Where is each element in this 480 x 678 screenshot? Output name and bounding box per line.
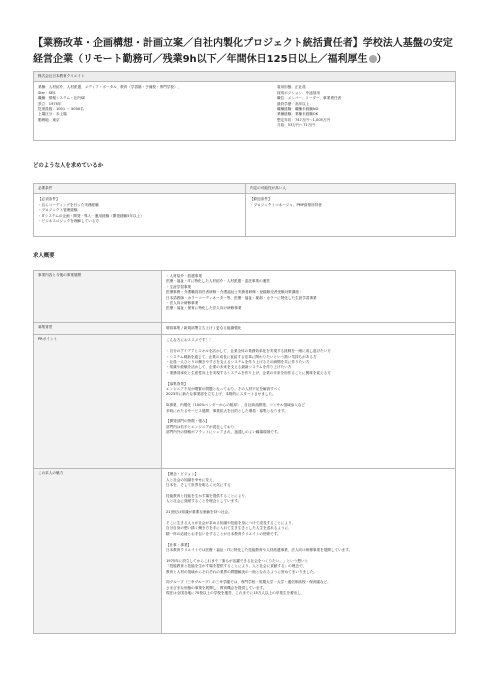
pr-line: 部門内外の情報がフラットにシェアされ、風通しのよい職場環境です。 xyxy=(166,430,281,435)
company-info-right xyxy=(277,85,341,128)
employment-info-line: 最終学歴：高卒以上 xyxy=(277,101,310,106)
company-info-line: 職種：情報システム・社内SE xyxy=(38,96,86,101)
business-line: ・人材紹介・派遣事業 xyxy=(166,274,202,278)
required-line: ・プロジェクト管理経験 xyxy=(38,208,78,213)
job-title-text: 【業務改革・企画構想・計画立案／自社内製化プロジェクト統括責任者】学校法人基盤の安定経営企業（リモート勤務可／残業9h以下／年間休日125日以上／福利厚生 xyxy=(33,38,453,65)
appeal-line: 日本を、そして世界を明るく元気にする xyxy=(166,483,231,488)
appeal-line: 現在は全国各地に70校以上の学校を運営、これまでに15万人以上の卒業生を輩出し、 xyxy=(166,591,305,596)
summary-heading: 求人概要 xyxy=(33,253,55,259)
pr-line: SI事業、内製化（100%ベンダーからの脱却）、自社商品開発、コンサル領域参入など xyxy=(166,403,306,408)
appeal-line: 教育と人材の領域からそれぞれの業界の問題解決の一助となれるように努めてまいりました。 xyxy=(166,569,317,574)
required-line: 【必須条件】 xyxy=(38,197,60,202)
appeal-line: さまざまな形態の事業を展開し、教育機会を提供しています。 xyxy=(166,585,267,590)
welcome-conditions xyxy=(246,194,456,237)
background-line: 増員募集 / 新規部署立ち上げ / 更なる組織強化 xyxy=(166,326,242,330)
pr-line: 【募集背景】 xyxy=(166,381,188,386)
background-label: 募集背景 xyxy=(34,323,162,335)
appeal-line: 【理念・ビジョン】 xyxy=(166,472,199,477)
business-label: 事業内容と今後の事業展開 xyxy=(34,271,162,323)
company-info-line: 設立：1975年 xyxy=(38,101,62,106)
appeal-line: 1975年に設立してからこれまで「誰もが活躍できる社会をつくりたい。」という想いと xyxy=(166,558,309,563)
business-content xyxy=(162,271,456,323)
appeal-label: この求人の魅力 xyxy=(34,469,162,634)
pr-content xyxy=(162,335,456,469)
pr-line: 多岐にわたるサービス展開、事業拡大を目的とした増員・募集となります。 xyxy=(166,408,288,413)
employment-info-line: 月給：53万円～71万円 xyxy=(277,123,315,128)
required-header: 必要条件 xyxy=(34,184,246,194)
required-line: ・ITシステムの企画・開発・導入・運用経験（開発経験5年以上） xyxy=(38,213,144,218)
employment-info-line: 職位：メンバー、リーダー、事業責任者 xyxy=(277,96,342,101)
appeal-line: 人と社会の知識を幸せに変え、 xyxy=(166,477,217,482)
requirements-table xyxy=(33,183,456,237)
gear-icon xyxy=(369,55,377,63)
business-line: 医療・福祉・保育に特化した法人向け研修事業 xyxy=(166,306,242,311)
employment-info-line: 職種経験：職種未経験NG xyxy=(277,107,319,112)
pr-label: PRポイント xyxy=(34,335,162,469)
welcome-line: ・プロジェクトマネージャ、PMP資格所持者 xyxy=(250,202,322,207)
pr-line: ・社員一人ひとりの働きやすさを支えるシステムを作り上げるその瞬間を共に作りたい方 xyxy=(166,360,310,365)
business-line: 医療・福祉・ITに特化した人材紹介・人材派遣・委託事業の運営 xyxy=(166,279,270,284)
business-line: 医療事務・介護職員初任者研修・介護福祉士実務者研修・登録販売者受験対策講座・ xyxy=(166,290,303,295)
required-line: ・ビジネスロジックを理解している方 xyxy=(38,219,99,224)
appeal-line: 「技能教育と技能を生かす場を提供することにより、人と社会に貢献する」の理念で、 xyxy=(166,564,307,569)
company-name: 株式会社日本教育クリエイト xyxy=(34,72,456,82)
company-info-line: SIer・SES xyxy=(38,90,56,95)
appeal-line: 21世紀は知識が重要な価値を持つ社会。 xyxy=(166,510,232,515)
appeal-line: 同グループ（三幸グループ）の三幸学園では、専門学校・短期大学・大学・通信制高校・保育園など、 xyxy=(166,580,331,585)
company-info-left xyxy=(38,85,451,123)
employment-info-line: 業種経験：業種未経験OK xyxy=(277,112,319,117)
pr-line: ・知識や経験を活かして、企業の未来を支える最新システムを作り上げたい方 xyxy=(166,365,292,370)
appeal-line: 精一杯の応援とお手伝いをすることが日本教育クリエイトの使命です。 xyxy=(166,531,281,536)
pr-line: エンジニア不足が喫緊の問題となっており、その人材不足を解消すべく xyxy=(166,387,281,392)
welcome-line: 【歓迎条件】 xyxy=(250,197,272,202)
wanted-heading: どのような人を求めているか xyxy=(33,163,104,169)
pr-line: 部門内は若手とエンジニアが混在しており、 xyxy=(166,424,238,429)
business-line: 日本語教師・カラーコーディネーター等、医療・福祉・薬剤・カラーに特化した生涯学習事業 xyxy=(166,295,317,300)
employment-info-line: 雇用形態：正社員 xyxy=(277,85,306,90)
business-line: ・生涯学習事業 xyxy=(166,284,192,289)
pr-line: こんな方におススメです！！ xyxy=(166,338,213,343)
pr-line: ・システム刷新を通じて、企業の成長に直結する変革に関わりたいという熱い気持ちがある方 xyxy=(166,354,317,359)
welcome-header: 内定の可能性が高い人 xyxy=(246,184,456,194)
pr-line: 2023年に新たな事業部を立ち上げ、本格的にスタートさせました。 xyxy=(166,392,276,397)
company-info-line: 勤務地：東京 xyxy=(38,117,60,122)
pr-line: ・自分のアイデアとスキルを活かして、企業全体の業務効率化を実現する挑戦を一緒に成し遂げたい方 xyxy=(166,349,331,354)
appeal-content xyxy=(162,469,456,634)
job-title: 【業務改革・企画構想・計画立案／自社内製化プロジェクト統括責任者】学校法人基盤の安定経営企業（リモート勤務可／残業9h以下／年間休日125日以上／福利厚生 ） xyxy=(33,38,453,65)
appeal-line: そこに生きる人々が社会が求める知識や技能を身につけて成長することにより、 xyxy=(166,521,296,526)
appeal-line: 自分自身の想い描く働き方を手に入れて生き生きとした人生を送れるように、 xyxy=(166,526,292,531)
appeal-line: 人と社会に貢献することを理念としています。 xyxy=(166,499,242,504)
appeal-line: 日本教育クリエイトでは医療・福祉・ITに特化した技能教育や人材派遣事業、法人向け研修事業を展開しています。 xyxy=(166,548,353,553)
background-content xyxy=(162,323,456,335)
pr-line: ・業務効率化と生産性向上を実現するシステムを作り上げ、企業の未来を形作ることに興味を覚える方 xyxy=(166,370,331,375)
appeal-line: 技能教育と技能を生かす場を提供することにより、 xyxy=(166,494,249,499)
job-summary-table xyxy=(33,270,456,634)
pr-line: 【開発部門の特徴・強み】 xyxy=(166,419,210,424)
company-info-line: 従業員数：1001 ～ 5000名 xyxy=(38,107,84,112)
company-info-line: 業種：人材紹介、人材派遣、メディア・ポータル、教育（学習塾・予備校・専門学校）、 xyxy=(38,85,182,90)
employment-info-line: 想定年収：747万円～1,005万円 xyxy=(277,117,331,122)
appeal-line: 【仕事・事業】 xyxy=(166,542,192,547)
company-info-line: 上場区分：未上場 xyxy=(38,112,67,117)
company-info-table xyxy=(33,71,456,141)
required-conditions xyxy=(34,194,246,237)
company-info-cell xyxy=(34,82,456,141)
business-line: ・法人向け研修事業 xyxy=(166,301,199,306)
employment-info-line: 採用ポジション：中途採用 xyxy=(277,90,320,95)
required-line: ・自らコーディングを行った実務経験 xyxy=(38,202,99,207)
